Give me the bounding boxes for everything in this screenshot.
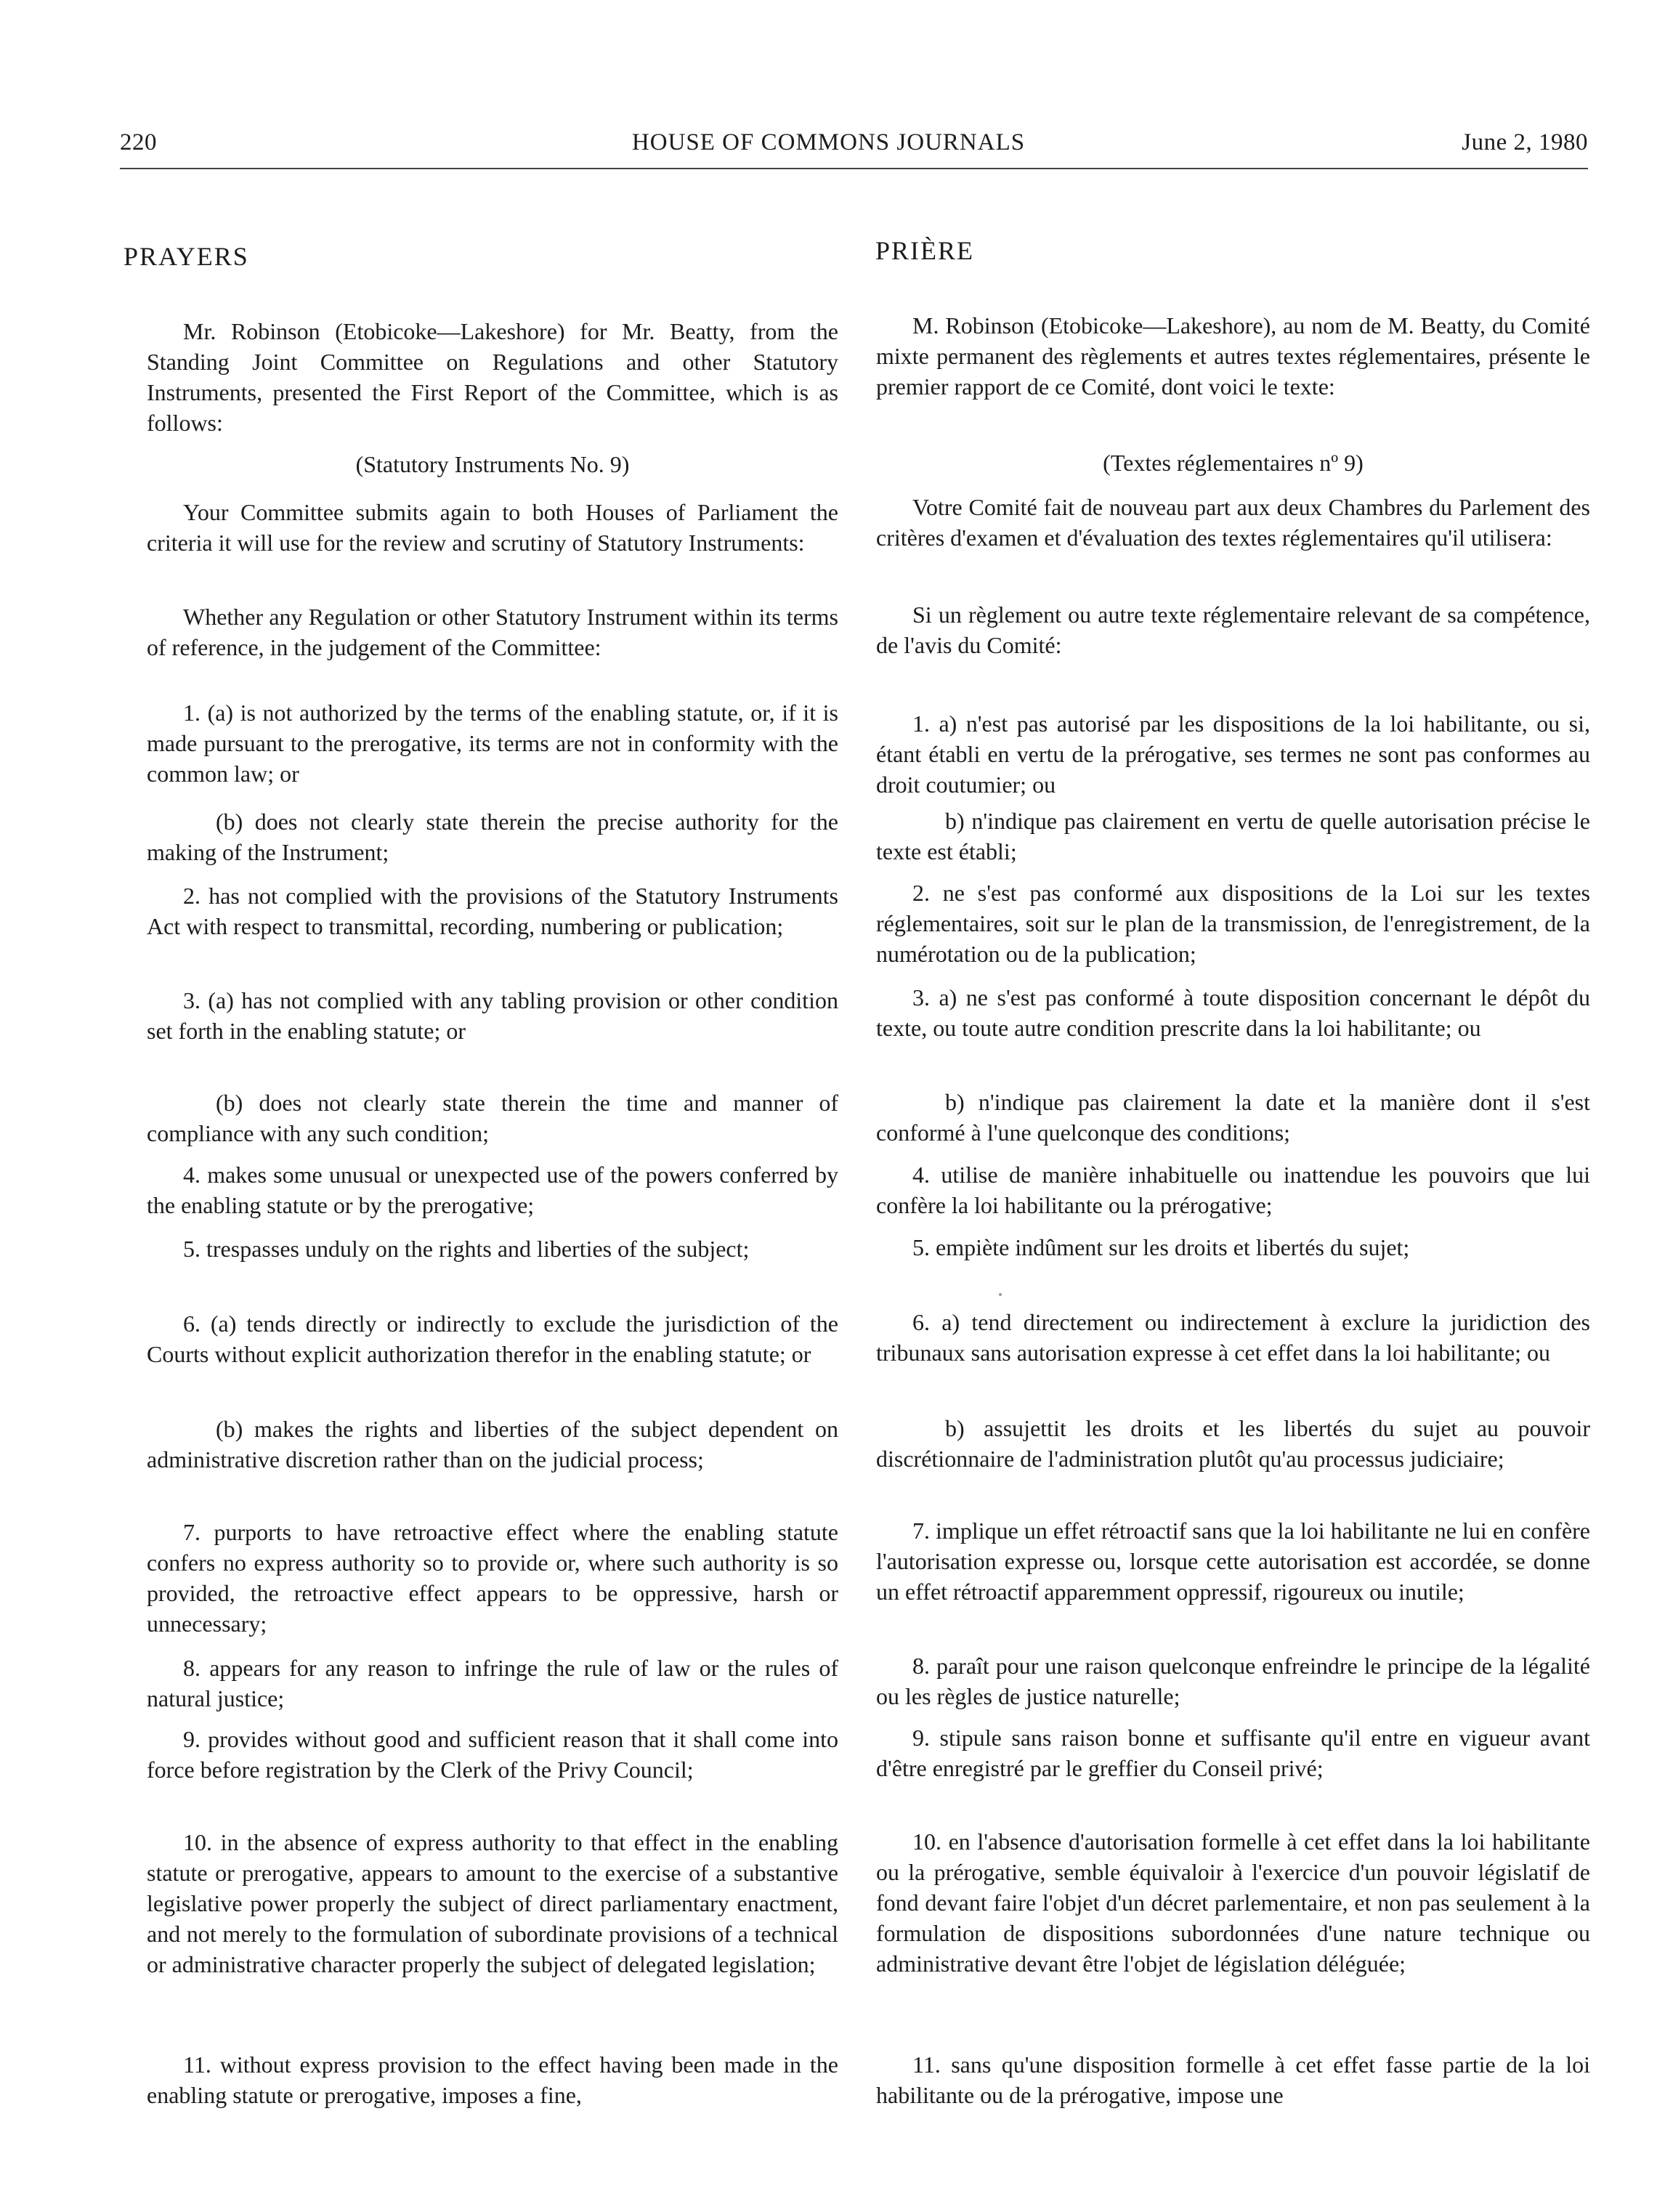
french-paragraph: 5. empiète indûment sur les droits et libertés du sujet;	[912, 1234, 1410, 1260]
english-heading: PRAYERS	[123, 242, 249, 271]
english-paragraph: Mr. Robinson (Etobicoke—Lakeshore) for Mr. Beatty, from the Standing Joint Committee on Regulations and other Statutory Instruments, presented the First Report of the Committee, which is as follows:	[147, 318, 838, 436]
french-paragraph: (Textes réglementaires nº 9)	[1103, 450, 1364, 476]
english-paragraph: 1. (a) is not authorized by the terms of the enabling statute, or, if it is made pursuant to the prerogative, its terms are not in conformity with the common law; or	[147, 700, 838, 787]
english-paragraph: 5. trespasses unduly on the rights and liberties of the subject;	[183, 1236, 750, 1262]
french-paragraph: 2. ne s'est pas conformé aux dispositions de la Loi sur les textes réglementaires, soit sur le plan de la transmission, de l'enregistrement, de la numérotation ou de la publication;	[876, 880, 1590, 967]
french-paragraph: b) n'indique pas clairement en vertu de quelle autorisation précise le texte est établi;	[876, 808, 1590, 864]
english-paragraph: 9. provides without good and sufficient reason that it shall come into force before registration by the Clerk of the Privy Council;	[147, 1726, 838, 1783]
english-paragraph: (b) does not clearly state therein the time and manner of compliance with any such condition;	[147, 1090, 838, 1146]
stray-dot	[999, 1293, 1002, 1296]
french-paragraph: Votre Comité fait de nouveau part aux deux Chambres du Parlement des critères d'examen et d'évaluation des textes réglementaires qu'il utilisera:	[876, 494, 1590, 551]
french-heading: PRIÈRE	[875, 236, 975, 265]
english-paragraph: 7. purports to have retroactive effect where the enabling statute confers no express authority so to provide or, where such authority is so provided, the retroactive effect appears to be oppressive, harsh or unnecessary;	[147, 1519, 838, 1637]
french-paragraph: 6. a) tend directement ou indirectement à exclure la juridiction des tribunaux sans autorisation expresse à cet effet dans la loi habilitante; ou	[876, 1309, 1590, 1366]
running-title: HOUSE OF COMMONS JOURNALS	[631, 129, 1026, 155]
french-paragraph: 10. en l'absence d'autorisation formelle à cet effet dans la loi habilitante ou la prérogative, semble équivaloir à l'exercice d'un pouvoir législatif de fond devant faire l'objet d'un décret parlementaire, et non pas seulement à la formulation de dispositions subordonnées d'une nature technique ou administrative devant être l'objet de législation déléguée;	[876, 1828, 1590, 1977]
french-paragraph: M. Robinson (Etobicoke—Lakeshore), au nom de M. Beatty, du Comité mixte permanent des règlements et autres textes réglementaires, présente le premier rapport de ce Comité, dont voici le texte:	[876, 312, 1590, 400]
english-paragraph: 3. (a) has not complied with any tabling provision or other condition set forth in the enabling statute; or	[147, 987, 838, 1044]
french-paragraph: 8. paraît pour une raison quelconque enfreindre le principe de la légalité ou les règles de justice naturelle;	[876, 1653, 1590, 1709]
french-paragraph: 9. stipule sans raison bonne et suffisante qu'il entre en vigueur avant d'être enregistré par le greffier du Conseil privé;	[876, 1725, 1590, 1781]
english-paragraph: (Statutory Instruments No. 9)	[355, 451, 630, 477]
french-paragraph: b) n'indique pas clairement la date et la manière dont il s'est conformé à l'une quelconque des conditions;	[876, 1089, 1590, 1146]
english-paragraph: 4. makes some unusual or unexpected use of the powers conferred by the enabling statute or by the prerogative;	[147, 1162, 838, 1218]
french-paragraph: 11. sans qu'une disposition formelle à cet effet fasse partie de la loi habilitante ou de la prérogative, impose une	[876, 2051, 1590, 2108]
english-paragraph: Your Committee submits again to both Houses of Parliament the criteria it will use for the review and scrutiny of Statutory Instruments:	[147, 499, 838, 556]
french-paragraph: 1. a) n'est pas autorisé par les dispositions de la loi habilitante, ou si, étant établi en vertu de la prérogative, ses termes ne sont pas conformes au droit coutumier; ou	[876, 710, 1590, 798]
french-paragraph: Si un règlement ou autre texte réglementaire relevant de sa compétence, de l'avis du Comité:	[876, 601, 1590, 658]
french-paragraph: b) assujettit les droits et les libertés du sujet au pouvoir discrétionnaire de l'administration plutôt qu'au processus judiciaire;	[876, 1415, 1590, 1472]
page-number: 220	[120, 129, 157, 155]
english-paragraph: 11. without express provision to the effect having been made in the enabling statute or prerogative, imposes a fine,	[147, 2051, 838, 2108]
english-paragraph: Whether any Regulation or other Statutory Instrument within its terms of reference, in the judgement of the Committee:	[147, 604, 838, 660]
english-paragraph: 10. in the absence of express authority to that effect in the enabling statute or prerogative, appears to amount to the exercise of a substantive legislative power properly the subject of direct parliamentary enactment, and not merely to the formulation of subordinate provisions of a technical or administrative character properly the subject of delegated legislation;	[147, 1829, 838, 1977]
french-paragraph: 4. utilise de manière inhabituelle ou inattendue les pouvoirs que lui confère la loi habilitante ou la prérogative;	[876, 1162, 1590, 1218]
english-paragraph: (b) makes the rights and liberties of the subject dependent on administrative discretion rather than on the judicial process;	[147, 1416, 838, 1472]
header-rule	[120, 168, 1588, 169]
english-paragraph: 6. (a) tends directly or indirectly to exclude the jurisdiction of the Courts without explicit authorization therefor in the enabling statute; or	[147, 1310, 838, 1367]
french-paragraph: 3. a) ne s'est pas conformé à toute disposition concernant le dépôt du texte, ou toute autre condition prescrite dans la loi habilitante; ou	[876, 984, 1590, 1041]
english-paragraph: 2. has not complied with the provisions of the Statutory Instruments Act with respect to transmittal, recording, numbering or publication;	[147, 883, 838, 939]
page-date: June 2, 1980	[1462, 129, 1588, 155]
english-paragraph: 8. appears for any reason to infringe the rule of law or the rules of natural justice;	[147, 1655, 838, 1711]
english-paragraph: (b) does not clearly state therein the precise authority for the making of the Instrument;	[147, 809, 838, 865]
french-paragraph: 7. implique un effet rétroactif sans que la loi habilitante ne lui en confère l'autorisation expresse ou, lorsque cette autorisation est accordée, se donne un effet rétroactif apparemment oppressif, rigoureux ou inutile;	[876, 1518, 1590, 1605]
